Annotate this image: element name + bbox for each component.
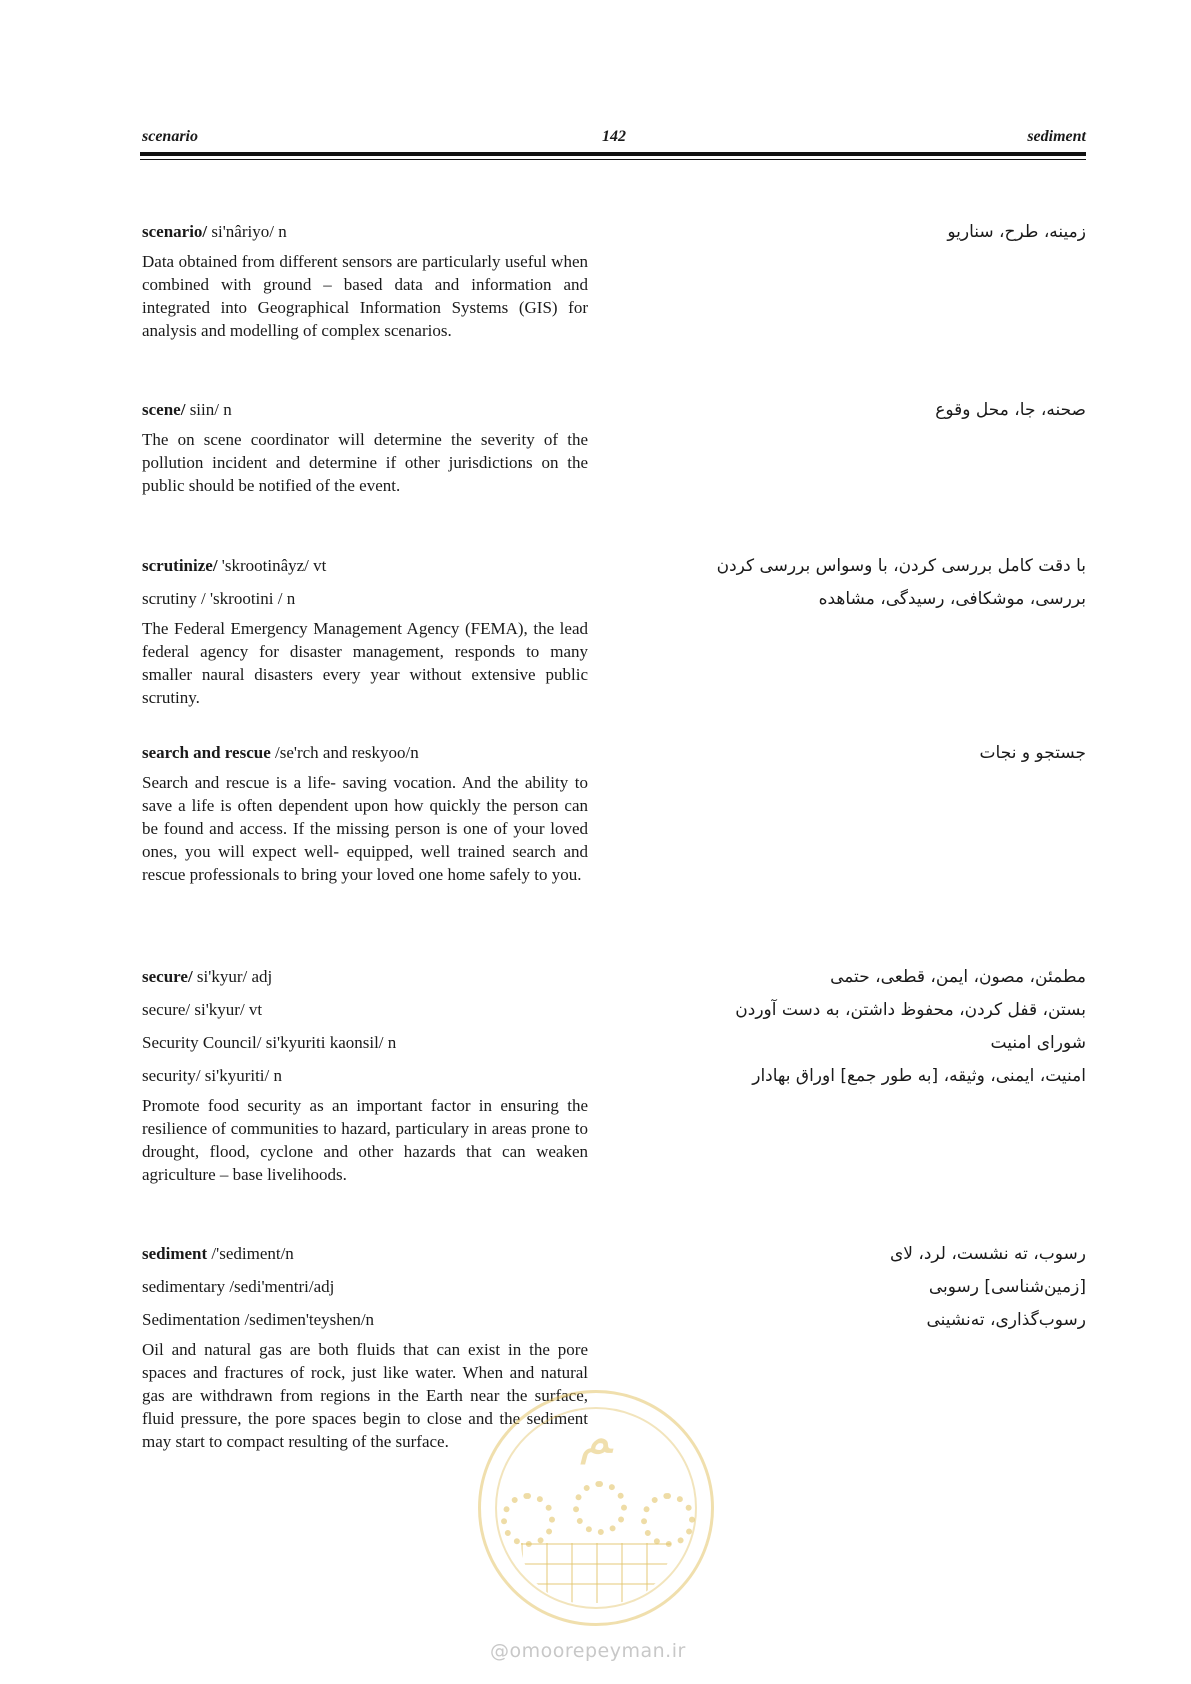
entry-example-search-and-rescue: Search and rescue is a life- saving vocation. And the ability to save a life is often dependent upon how quickly the person can be found and access. If the missing person is one of your loved ones, you will expect well- equipped, well trained search and rescue professionals to bring your loved one home safely to you.: [142, 773, 588, 884]
entry-translation-security-council: شورای امنیت: [990, 1033, 1086, 1053]
entry-subword-scrutiny: scrutiny / 'skrootini / n: [142, 589, 296, 608]
header-first-word: scenario: [142, 128, 198, 145]
entry-translation-scene: صحنه، جا، محل وقوع: [935, 400, 1086, 420]
entry-translation-scenario: زمینه، طرح، سناریو: [947, 222, 1086, 242]
running-header: [142, 128, 1086, 150]
entry-example-scene: The on scene coordinator will determine the severity of the pollution incident and determine if other jurisdictions on the public should be notified of the event.: [142, 430, 588, 495]
entry-translation-scrutinize: با دقت کامل بررسی کردن، با وسواس بررسی کردن: [716, 556, 1086, 576]
watermark-url: @omoorepeyman.ir: [490, 1640, 686, 1662]
entry-translation-security: امنیت، ایمنی، وثیقه، [به طور جمع] اوراق بهادار: [752, 1066, 1086, 1086]
entry-translation-scrutiny: بررسی، موشکافی، رسیدگی، مشاهده: [818, 589, 1086, 609]
entry-subword-sedimentary: sedimentary /sedi'mentri/adj: [142, 1277, 335, 1296]
entry-headword-sediment: sediment /'sediment/n: [142, 1244, 294, 1263]
entry-translation-secure-vt: بستن، قفل کردن، محفوظ داشتن، به دست آوردن: [735, 1000, 1086, 1020]
entry-subword-sedimentation: Sedimentation /sedimen'teyshen/n: [142, 1310, 375, 1329]
entry-translation-sedimentation: رسوب‌گذاری، ته‌نشینی: [926, 1310, 1086, 1330]
entry-headword-scrutinize: scrutinize/ 'skrootinâyz/ vt: [142, 556, 327, 575]
entry-headword-scene: scene/ siin/ n: [142, 400, 232, 419]
entry-subword-security-council: Security Council/ si'kyuriti kaonsil/ n: [142, 1033, 397, 1052]
entry-translation-sediment: رسوب، ته نشست، لرد، لای: [889, 1244, 1086, 1264]
entry-translation-sedimentary: [زمین‌شناسی] رسوبی: [928, 1277, 1086, 1297]
header-rule-thin: [140, 159, 1086, 160]
publisher-stamp-logo: ﻢ: [478, 1390, 714, 1626]
page-number: 142: [602, 128, 626, 145]
entry-headword-search-and-rescue: search and rescue /se'rch and reskyoo/n: [142, 743, 419, 762]
entry-subword-security: security/ si'kyuriti/ n: [142, 1066, 282, 1085]
gear-icon: [573, 1481, 627, 1535]
entry-example-sediment: Oil and natural gas are both fluids that can exist in the pore spaces and fractures of rock, just like water. When and natural gas are withdrawn from regions in the Earth near the surface, fluid pressure, the pore spaces begin to close and the sediment may start to compact resulting of the surface.: [142, 1340, 588, 1451]
entry-headword-scenario: scenario/ si'nâriyo/ n: [142, 222, 287, 241]
entry-translation-search-and-rescue: جستجو و نجات: [979, 743, 1086, 763]
entry-example-scrutinize: The Federal Emergency Management Agency (FEMA), the lead federal agency for disaster management, responds to many smaller naural disasters every year without extensive public scrutiny.: [142, 619, 588, 707]
entry-example-scenario: Data obtained from different sensors are particularly useful when combined with ground – based data and information and integrated into Geographical Information Systems (GIS) for analysis and modelling of complex scenarios.: [142, 252, 588, 340]
entry-translation-secure: مطمئن، مصون، ایمن، قطعی، حتمی: [830, 967, 1086, 987]
entry-headword-secure: secure/ si'kyur/ adj: [142, 967, 273, 986]
header-rule-thick: [140, 152, 1086, 156]
entry-example-secure: Promote food security as an important factor in ensuring the resilience of communities to hazard, particulary in areas prone to drought, flood, cyclone and other hazards that can weaken agriculture – base livelihoods.: [142, 1096, 588, 1184]
gear-icon: [641, 1493, 695, 1547]
header-last-word: sediment: [1027, 128, 1086, 145]
gear-icon: [501, 1493, 555, 1547]
entry-subword-secure-vt: secure/ si'kyur/ vt: [142, 1000, 263, 1019]
